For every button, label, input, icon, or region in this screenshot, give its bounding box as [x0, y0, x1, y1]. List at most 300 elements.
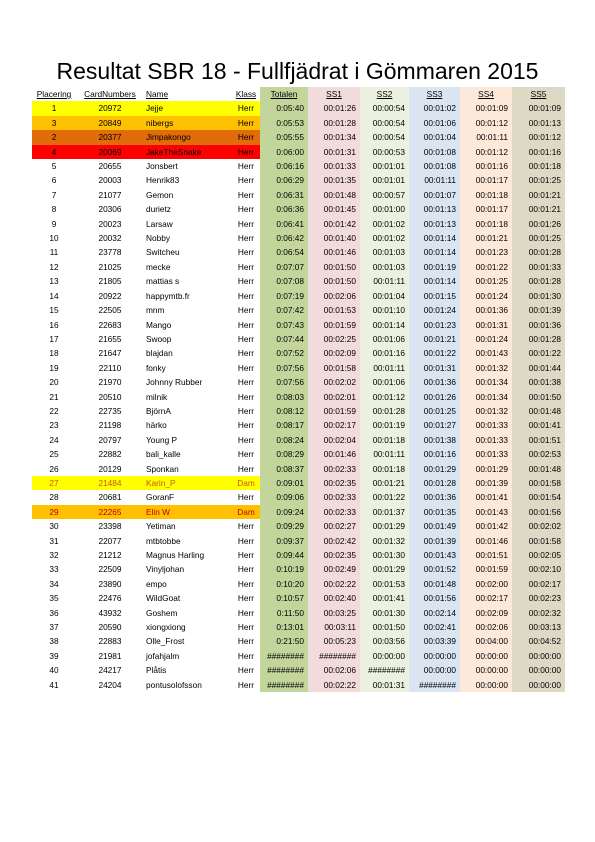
cell-ss2: 00:01:29	[360, 519, 409, 533]
cell-ss2: 00:01:28	[360, 404, 409, 418]
cell-ss4: 00:01:43	[460, 346, 512, 360]
cell-klass: Herr	[232, 116, 260, 130]
cell-klass: Herr	[237, 492, 255, 503]
cell-ss4: 00:01:59	[460, 562, 512, 576]
cell-totalen: 0:07:56	[260, 361, 308, 375]
cell-ss2: 00:01:10	[360, 303, 409, 317]
header-ss1: SS1	[308, 87, 360, 101]
cell-ss5: 00:03:13	[512, 620, 565, 634]
cell-totalen: 0:07:19	[260, 289, 308, 303]
cell-ss4: 00:01:39	[460, 476, 512, 490]
cell-name: bali_kalle	[146, 449, 181, 460]
header-ss4: SS4	[460, 87, 512, 101]
cell-cardnumber: 22265	[76, 505, 144, 519]
cell-ss2: 00:01:22	[360, 490, 409, 504]
cell-ss2: 00:01:32	[360, 534, 409, 548]
cell-cardnumber: 20069	[76, 145, 144, 159]
table-row	[32, 548, 565, 562]
cell-name: mecke	[146, 261, 171, 272]
cell-ss2: 00:01:18	[360, 462, 409, 476]
cell-ss5: 00:00:00	[512, 649, 565, 663]
cell-ss2: 00:00:00	[360, 649, 409, 663]
cell-cardnumber: 22735	[98, 405, 122, 416]
results-body	[32, 101, 565, 692]
cell-ss5: 00:01:28	[512, 274, 565, 288]
cell-totalen: 0:21:50	[260, 634, 308, 648]
cell-klass: Herr	[237, 333, 255, 344]
cell-ss1: 00:01:31	[308, 145, 360, 159]
table-row	[32, 649, 565, 663]
cell-cardnumber: 20032	[98, 233, 122, 244]
cell-klass: Herr	[237, 607, 255, 618]
cell-placering: 20	[49, 377, 59, 388]
cell-placering: 6	[51, 175, 57, 186]
cell-totalen: 0:06:16	[260, 159, 308, 173]
cell-klass: Herr	[232, 145, 260, 159]
cell-totalen: 0:06:31	[260, 188, 308, 202]
cell-cardnumber: 20023	[98, 218, 122, 229]
cell-klass: Herr	[232, 101, 260, 115]
cell-ss4: 00:01:16	[460, 159, 512, 173]
cell-name: jofahjalm	[146, 650, 180, 661]
cell-ss3: 00:01:49	[409, 519, 460, 533]
cell-name: Magnus Harling	[146, 550, 205, 560]
cell-cardnumber: 23778	[98, 247, 122, 258]
cell-placering: 34	[49, 578, 59, 589]
cell-ss3: 00:01:07	[409, 188, 460, 202]
cell-name: xiongxiong	[146, 622, 186, 633]
cell-ss5: 00:01:58	[512, 534, 565, 548]
cell-cardnumber: 24217	[98, 665, 122, 676]
cell-ss5: 00:01:26	[512, 217, 565, 231]
cell-ss1: 00:02:22	[308, 678, 360, 692]
cell-totalen: 0:06:36	[260, 202, 308, 216]
cell-ss3: 00:01:14	[409, 231, 460, 245]
table-row	[32, 289, 565, 303]
header-row	[32, 87, 565, 101]
cell-cardnumber: 23890	[98, 578, 122, 589]
cell-klass: Herr	[237, 204, 255, 215]
cell-ss3: 00:01:52	[409, 562, 460, 576]
cell-cardnumber: 20129	[98, 463, 122, 474]
cell-placering: 18	[49, 348, 59, 359]
cell-cardnumber: 20590	[98, 622, 122, 633]
cell-klass: Herr	[237, 377, 255, 388]
cell-name: Goshem	[146, 607, 178, 618]
cell-ss1: 00:05:23	[308, 634, 360, 648]
cell-ss3: 00:01:08	[409, 145, 460, 159]
cell-ss1: 00:01:33	[308, 159, 360, 173]
cell-ss5: 00:00:00	[512, 663, 565, 677]
cell-placering: 29	[32, 505, 76, 519]
table-row	[32, 404, 565, 418]
cell-ss4: 00:04:00	[460, 634, 512, 648]
cell-ss2: 00:01:02	[360, 231, 409, 245]
cell-totalen: 0:07:56	[260, 375, 308, 389]
cell-totalen: 0:05:40	[260, 101, 308, 115]
cell-placering: 2	[32, 130, 76, 144]
cell-klass: Herr	[237, 578, 255, 589]
cell-name: Nobby	[146, 233, 170, 244]
table-row	[32, 577, 565, 591]
cell-klass: Dam	[232, 476, 260, 490]
cell-placering: 39	[49, 650, 59, 661]
cell-ss5: 00:01:21	[512, 188, 565, 202]
header-ss5: SS5	[512, 87, 565, 101]
cell-ss2: 00:03:56	[360, 634, 409, 648]
cell-totalen: 0:06:00	[260, 145, 308, 159]
cell-ss1: 00:01:59	[308, 318, 360, 332]
cell-totalen: 0:08:17	[260, 418, 308, 432]
cell-ss3: 00:01:06	[409, 116, 460, 130]
cell-ss4: 00:01:11	[460, 130, 512, 144]
cell-ss1: 00:02:04	[308, 433, 360, 447]
cell-ss4: 00:01:18	[460, 217, 512, 231]
table-row	[32, 433, 565, 447]
cell-ss3: 00:00:00	[409, 649, 460, 663]
cell-cardnumber: 20510	[98, 391, 122, 402]
cell-ss3: 00:01:26	[409, 390, 460, 404]
cell-klass: Herr	[237, 391, 255, 402]
cell-ss5: 00:01:22	[512, 346, 565, 360]
cell-cardnumber: 22683	[98, 319, 122, 330]
cell-ss3: 00:01:23	[409, 318, 460, 332]
cell-ss5: 00:01:18	[512, 159, 565, 173]
cell-ss2: 00:01:03	[360, 245, 409, 259]
cell-placering: 10	[49, 233, 59, 244]
cell-name: Vinyljohan	[146, 564, 185, 575]
cell-klass: Herr	[237, 535, 255, 546]
cell-placering: 37	[49, 622, 59, 633]
cell-ss3: 00:01:13	[409, 202, 460, 216]
cell-klass: Herr	[237, 665, 255, 676]
cell-ss5: 00:01:36	[512, 318, 565, 332]
cell-totalen: 0:10:57	[260, 591, 308, 605]
cell-name: Karin_P	[144, 476, 232, 490]
cell-ss3: 00:01:02	[409, 101, 460, 115]
cell-ss2: 00:01:11	[360, 361, 409, 375]
cell-ss2: 00:01:37	[360, 505, 409, 519]
cell-placering: 14	[49, 290, 59, 301]
table-row	[32, 303, 565, 317]
cell-ss5: 00:01:09	[512, 101, 565, 115]
cell-ss3: 00:01:25	[409, 404, 460, 418]
header-ss3: SS3	[409, 87, 460, 101]
cell-placering: 31	[49, 535, 59, 546]
cell-ss5: 00:01:41	[512, 418, 565, 432]
cell-ss3: 00:01:27	[409, 418, 460, 432]
cell-ss5: 00:01:58	[512, 476, 565, 490]
cell-ss1: 00:02:01	[308, 390, 360, 404]
cell-cardnumber: 21198	[98, 420, 122, 431]
cell-ss5: 00:01:28	[512, 332, 565, 346]
cell-ss2: 00:00:54	[360, 130, 409, 144]
cell-klass: Herr	[237, 305, 255, 316]
cell-placering: 12	[49, 261, 59, 272]
cell-totalen: 0:05:55	[260, 130, 308, 144]
cell-ss3: 00:01:36	[409, 490, 460, 504]
results-table	[32, 87, 565, 692]
cell-ss1: 00:02:40	[308, 591, 360, 605]
cell-ss4: 00:01:34	[460, 375, 512, 389]
cell-ss4: 00:01:17	[460, 202, 512, 216]
cell-name: Switcheu	[146, 247, 180, 258]
cell-name: Sponkan	[146, 463, 179, 474]
cell-ss1: 00:01:46	[308, 245, 360, 259]
table-row	[32, 101, 565, 115]
cell-placering: 22	[49, 405, 59, 416]
cell-ss3: 00:01:29	[409, 462, 460, 476]
cell-ss3: 00:02:41	[409, 620, 460, 634]
cell-placering: 21	[49, 391, 59, 402]
cell-ss2: 00:01:12	[360, 390, 409, 404]
cell-ss4: 00:01:12	[460, 145, 512, 159]
table-row	[32, 490, 565, 504]
cell-ss1: 00:02:02	[308, 375, 360, 389]
cell-ss2: 00:01:16	[360, 346, 409, 360]
cell-ss4: 00:01:34	[460, 390, 512, 404]
cell-ss2: ########	[360, 663, 409, 677]
cell-placering: 16	[49, 319, 59, 330]
header-ss2: SS2	[360, 87, 409, 101]
cell-ss5: 00:02:23	[512, 591, 565, 605]
cell-ss4: 00:00:00	[460, 649, 512, 663]
cell-ss1: 00:02:33	[308, 505, 360, 519]
cell-ss3: 00:01:39	[409, 534, 460, 548]
cell-ss5: 00:01:39	[512, 303, 565, 317]
cell-ss1: 00:01:58	[308, 361, 360, 375]
cell-klass: Herr	[237, 564, 255, 575]
table-row	[32, 505, 565, 519]
cell-ss5: 00:02:02	[512, 519, 565, 533]
cell-totalen: 0:11:50	[260, 606, 308, 620]
cell-klass: Herr	[237, 434, 255, 445]
cell-ss2: 00:01:11	[360, 274, 409, 288]
cell-klass: Herr	[237, 650, 255, 661]
cell-ss4: 00:01:29	[460, 462, 512, 476]
cell-klass: Herr	[237, 362, 255, 373]
cell-ss1: 00:01:50	[308, 260, 360, 274]
cell-cardnumber: 22505	[98, 305, 122, 316]
cell-ss3: 00:01:16	[409, 447, 460, 461]
cell-ss2: 00:01:19	[360, 418, 409, 432]
cell-cardnumber: 20849	[76, 116, 144, 130]
cell-ss1: 00:01:40	[308, 231, 360, 245]
cell-ss4: 00:01:32	[460, 361, 512, 375]
cell-placering: 9	[51, 218, 57, 229]
cell-ss3: 00:01:31	[409, 361, 460, 375]
cell-klass: Herr	[237, 622, 255, 633]
table-row	[32, 534, 565, 548]
table-row	[32, 202, 565, 216]
cell-ss4: 00:02:09	[460, 606, 512, 620]
cell-totalen: 0:08:37	[260, 462, 308, 476]
table-row	[32, 562, 565, 576]
cell-ss1: 00:01:26	[308, 101, 360, 115]
cell-klass: Herr	[237, 405, 255, 416]
cell-ss5: 00:01:48	[512, 462, 565, 476]
cell-ss3: 00:02:14	[409, 606, 460, 620]
cell-cardnumber: 43932	[98, 607, 122, 618]
cell-ss1: 00:02:42	[308, 534, 360, 548]
cell-ss2: 00:01:30	[360, 606, 409, 620]
table-row	[32, 663, 565, 677]
cell-ss4: 00:01:33	[460, 418, 512, 432]
cell-totalen: 0:07:43	[260, 318, 308, 332]
cell-name: blajdan	[146, 348, 173, 359]
cell-ss4: 00:00:00	[460, 678, 512, 692]
cell-placering: 26	[49, 463, 59, 474]
cell-placering: 15	[49, 305, 59, 316]
table-row	[32, 361, 565, 375]
cell-name: pontusolofsson	[146, 679, 202, 690]
cell-placering: 33	[49, 564, 59, 575]
cell-ss5: 00:01:54	[512, 490, 565, 504]
cell-ss4: 00:01:23	[460, 245, 512, 259]
cell-ss4: 00:01:32	[460, 404, 512, 418]
cell-ss4: 00:01:09	[460, 101, 512, 115]
cell-name: GoranF	[146, 492, 175, 503]
cell-cardnumber: 22883	[98, 636, 122, 647]
cell-name: mtbtobbe	[146, 535, 181, 546]
header-name: Name	[146, 89, 169, 99]
cell-klass: Dam	[232, 505, 260, 519]
cell-ss2: 00:01:02	[360, 217, 409, 231]
cell-ss3: 00:01:13	[409, 217, 460, 231]
cell-ss3: 00:00:00	[409, 663, 460, 677]
cell-ss2: 00:01:41	[360, 591, 409, 605]
table-row	[32, 145, 565, 159]
cell-cardnumber: 21025	[98, 261, 122, 272]
cell-cardnumber: 20377	[76, 130, 144, 144]
cell-klass: Herr	[237, 679, 255, 690]
cell-ss1: 00:01:42	[308, 217, 360, 231]
cell-cardnumber: 22509	[98, 564, 122, 575]
cell-klass: Herr	[237, 233, 255, 244]
cell-totalen: 0:06:29	[260, 173, 308, 187]
cell-totalen: 0:08:29	[260, 447, 308, 461]
cell-placering: 41	[49, 679, 59, 690]
cell-ss1: 00:02:49	[308, 562, 360, 576]
cell-ss3: 00:01:14	[409, 274, 460, 288]
table-row	[32, 519, 565, 533]
cell-ss2: 00:00:54	[360, 101, 409, 115]
cell-klass: Herr	[237, 550, 255, 560]
cell-klass: Herr	[237, 593, 255, 604]
cell-totalen: 0:05:53	[260, 116, 308, 130]
cell-totalen: 0:09:44	[260, 548, 308, 562]
cell-cardnumber: 20655	[98, 161, 122, 172]
cell-ss4: 00:01:31	[460, 318, 512, 332]
cell-name: Larsaw	[146, 218, 173, 229]
cell-cardnumber: 21212	[98, 550, 122, 560]
cell-ss2: 00:00:57	[360, 188, 409, 202]
cell-ss2: 00:01:31	[360, 678, 409, 692]
cell-ss4: 00:01:42	[460, 519, 512, 533]
cell-ss5: 00:01:48	[512, 404, 565, 418]
cell-ss1: 00:03:11	[308, 620, 360, 634]
table-row	[32, 130, 565, 144]
cell-klass: Herr	[232, 130, 260, 144]
cell-totalen: 0:07:08	[260, 274, 308, 288]
table-row	[32, 116, 565, 130]
cell-placering: 40	[49, 665, 59, 676]
cell-ss2: 00:00:53	[360, 145, 409, 159]
cell-name: Swoop	[146, 333, 172, 344]
cell-ss3: 00:01:19	[409, 260, 460, 274]
cell-ss1: 00:01:48	[308, 188, 360, 202]
cell-ss5: 00:02:05	[512, 548, 565, 562]
cell-totalen: 0:06:41	[260, 217, 308, 231]
cell-totalen: 0:08:12	[260, 404, 308, 418]
cell-placering: 36	[49, 607, 59, 618]
cell-placering: 28	[49, 492, 59, 503]
cell-name: Young P	[146, 434, 178, 445]
table-row	[32, 260, 565, 274]
cell-totalen: ########	[260, 678, 308, 692]
cell-cardnumber: 21981	[98, 650, 122, 661]
cell-placering: 30	[49, 521, 59, 532]
cell-name: Jimpakongo	[144, 130, 232, 144]
cell-klass: Herr	[237, 218, 255, 229]
cell-ss2: 00:01:29	[360, 562, 409, 576]
cell-ss3: 00:01:36	[409, 375, 460, 389]
cell-ss4: 00:02:00	[460, 577, 512, 591]
cell-klass: Herr	[237, 247, 255, 258]
cell-totalen: 0:07:07	[260, 260, 308, 274]
cell-ss2: 00:01:21	[360, 476, 409, 490]
cell-ss4: 00:01:24	[460, 289, 512, 303]
cell-ss4: 00:01:46	[460, 534, 512, 548]
page-title: Resultat SBR 18 - Fullfjädrat i Gömmaren 2015	[56, 58, 539, 84]
cell-klass: Herr	[237, 449, 255, 460]
cell-ss3: 00:01:04	[409, 130, 460, 144]
cell-ss3: 00:01:48	[409, 577, 460, 591]
cell-placering: 27	[32, 476, 76, 490]
cell-name: Yetiman	[146, 521, 176, 532]
cell-klass: Herr	[237, 175, 255, 186]
cell-ss1: 00:02:06	[308, 663, 360, 677]
cell-ss5: 00:01:12	[512, 130, 565, 144]
table-row	[32, 591, 565, 605]
table-row	[32, 332, 565, 346]
cell-ss4: 00:01:43	[460, 505, 512, 519]
cell-ss4: 00:01:41	[460, 490, 512, 504]
cell-totalen: 0:09:06	[260, 490, 308, 504]
cell-ss4: 00:01:21	[460, 231, 512, 245]
cell-name: nibergs	[144, 116, 232, 130]
cell-ss3: 00:01:28	[409, 476, 460, 490]
cell-cardnumber: 21970	[98, 377, 122, 388]
cell-totalen: 0:09:24	[260, 505, 308, 519]
cell-ss3: 00:01:56	[409, 591, 460, 605]
cell-name: mattias s	[146, 276, 180, 287]
cell-klass: Herr	[237, 463, 255, 474]
header-totalen: Totalen	[260, 87, 308, 101]
header-klass: Klass	[235, 89, 257, 99]
table-row	[32, 231, 565, 245]
cell-cardnumber: 21647	[98, 348, 122, 359]
cell-klass: Herr	[237, 189, 255, 200]
cell-placering: 32	[49, 550, 59, 560]
cell-ss5: 00:02:53	[512, 447, 565, 461]
cell-ss1: 00:02:09	[308, 346, 360, 360]
cell-cardnumber: 22882	[98, 449, 122, 460]
cell-ss3: 00:01:38	[409, 433, 460, 447]
cell-totalen: ########	[260, 649, 308, 663]
cell-ss5: 00:01:21	[512, 202, 565, 216]
cell-cardnumber: 20797	[98, 434, 122, 445]
